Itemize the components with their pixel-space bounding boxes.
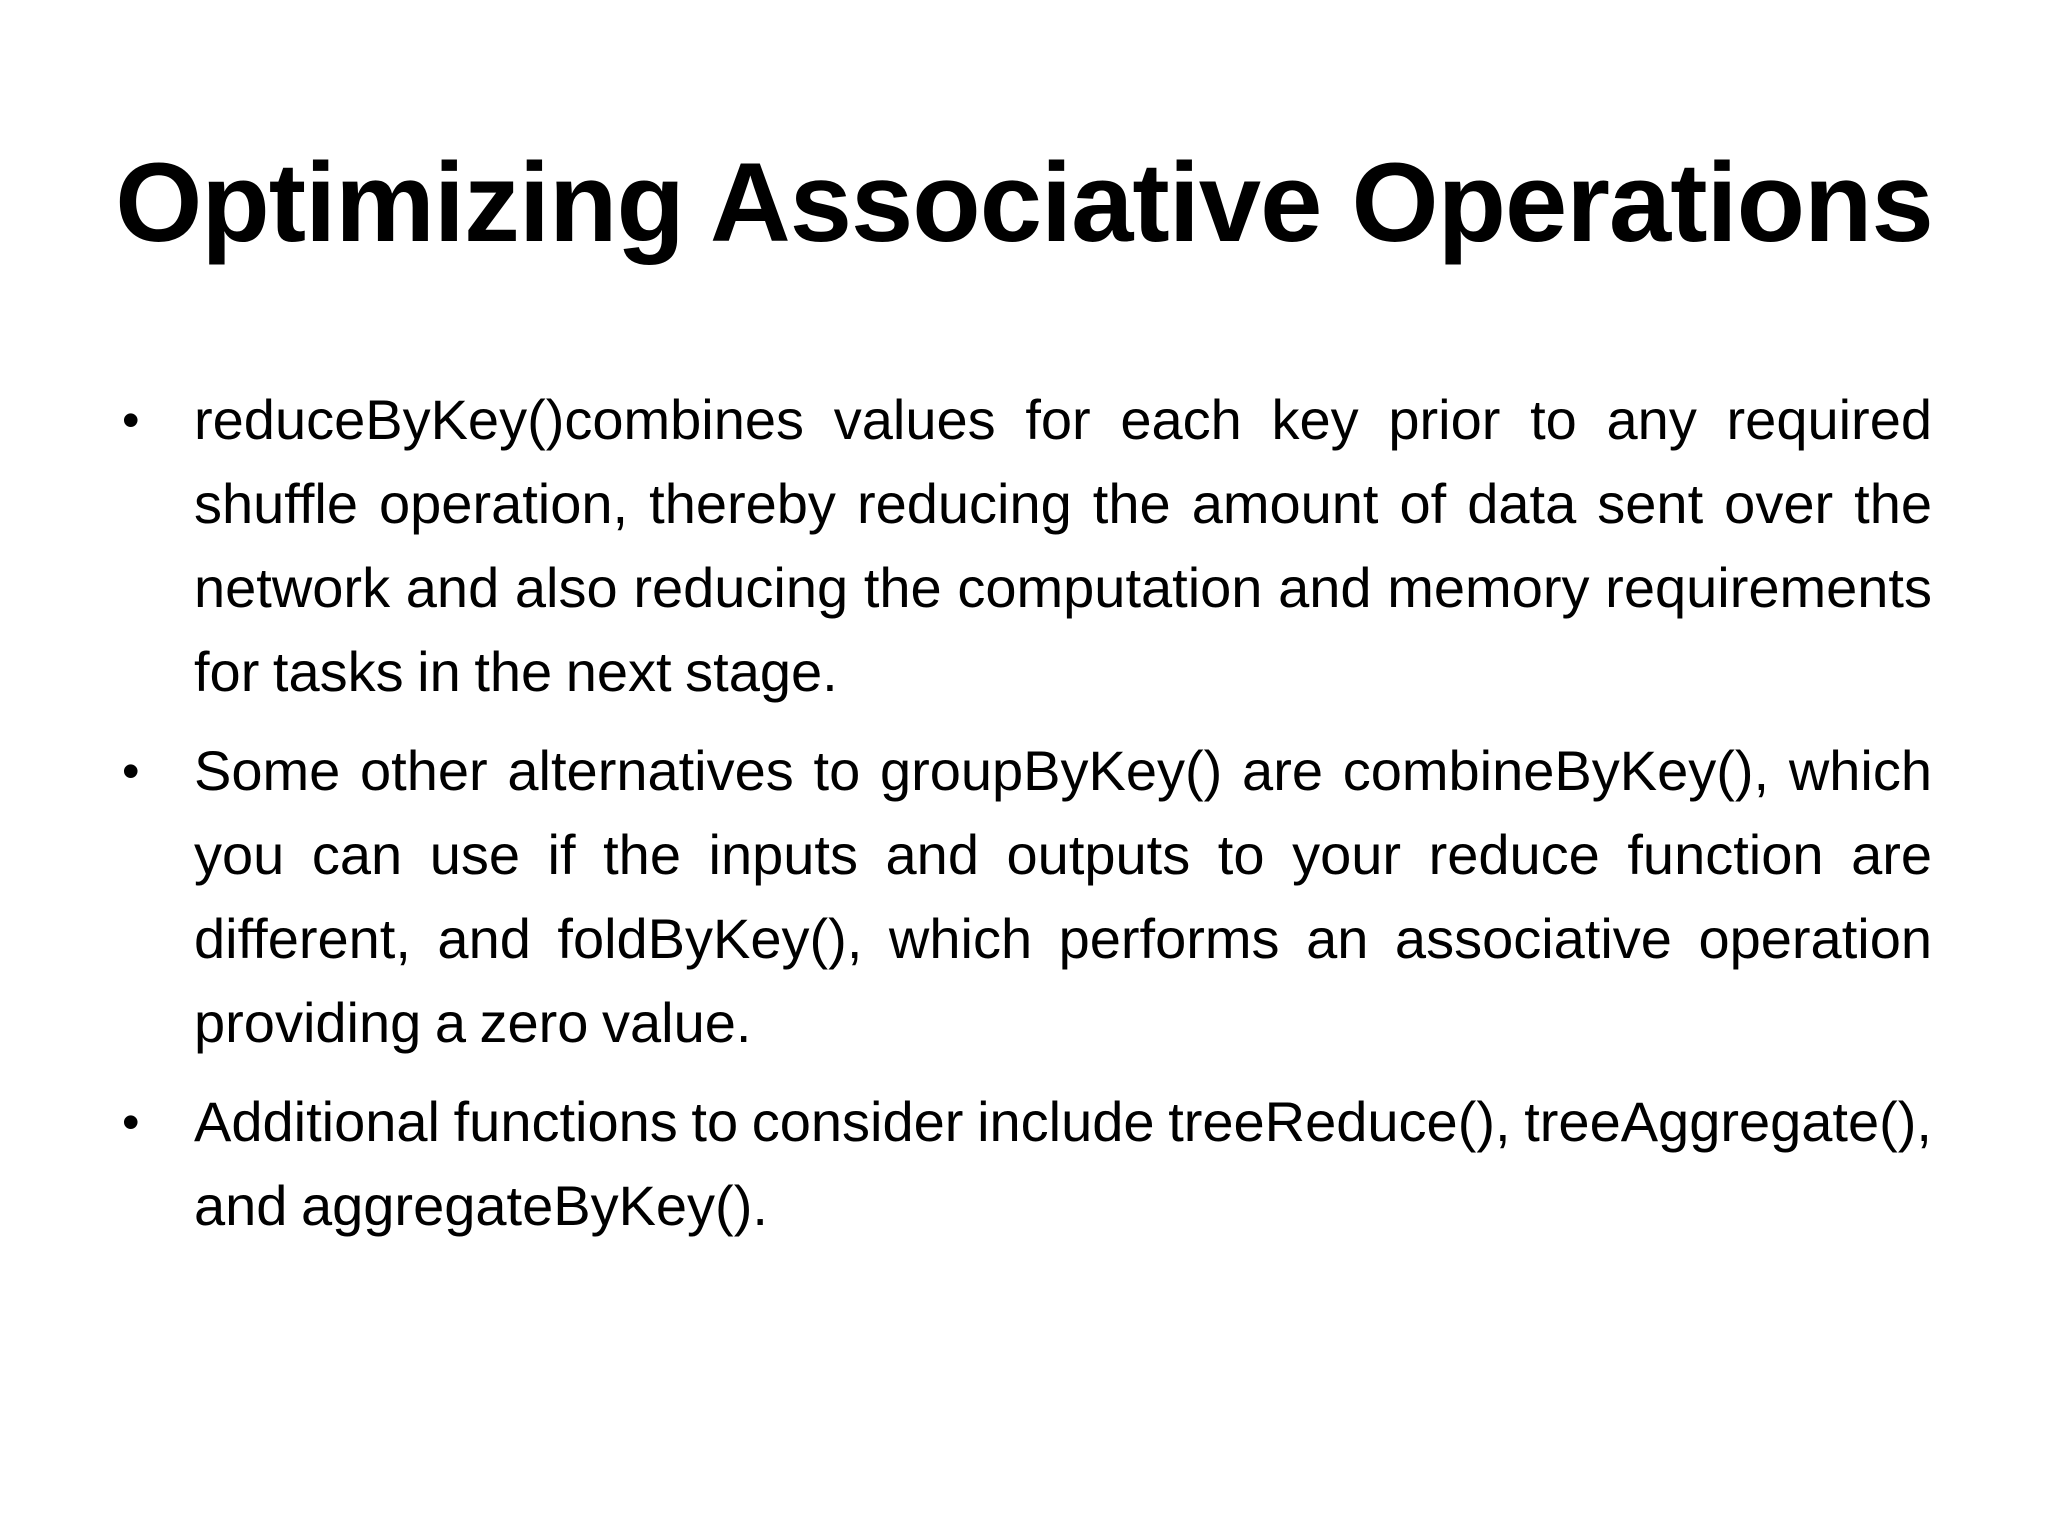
bullet-text: Some other alternatives to groupByKey() are combineByKey(), which you can use if the inputs and outputs to your reduce function are different, and foldByKey(), which performs an associative operation providing a zero value.	[194, 739, 1932, 1054]
bullet-item-additional-functions	[120, 1080, 1932, 1248]
bullet-text: Additional functions to consider include treeReduce(), treeAggregate(), and aggregateByKey().	[194, 1090, 1932, 1237]
bullet-point-icon: •	[122, 1094, 140, 1150]
bullet-point-icon: •	[122, 392, 140, 448]
bullet-item-alternatives	[120, 729, 1932, 1065]
slide-title: Optimizing Associative Operations	[115, 140, 1933, 265]
bullet-text: reduceByKey()combines values for each key prior to any required shuffle operation, thereby reducing the amount of data sent over the network and also reducing the computation and memory requirements for tasks in the next stage.	[194, 388, 1932, 703]
bullet-point-icon: •	[122, 743, 140, 799]
bullet-list	[120, 378, 1932, 1263]
bullet-item-reducebykey	[120, 378, 1932, 714]
